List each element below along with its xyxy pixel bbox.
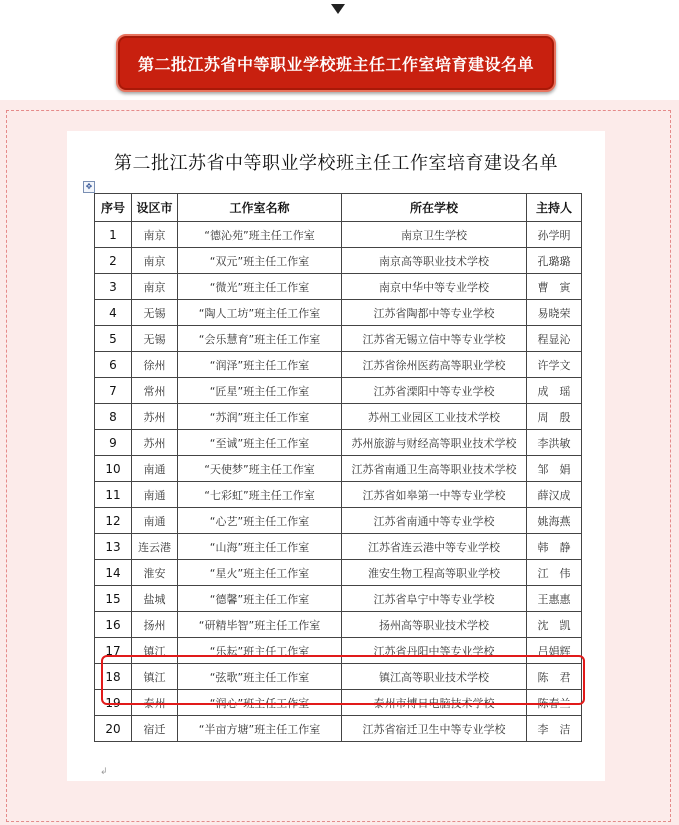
row-host: 易晓荣	[527, 300, 582, 326]
row-city: 宿迁	[132, 716, 178, 742]
row-studio: “研精毕智”班主任工作室	[178, 612, 342, 638]
table-row	[95, 352, 582, 378]
row-host: 孔璐璐	[527, 248, 582, 274]
row-school: 江苏省陶都中等专业学校	[342, 300, 527, 326]
table-row	[95, 534, 582, 560]
row-school: 南京中华中等专业学校	[342, 274, 527, 300]
row-school: 江苏省溧阳中等专业学校	[342, 378, 527, 404]
row-city: 无锡	[132, 300, 178, 326]
row-city: 徐州	[132, 352, 178, 378]
table-row	[95, 326, 582, 352]
header-host: 主持人	[527, 194, 582, 222]
row-city: 连云港	[132, 534, 178, 560]
row-city: 南通	[132, 508, 178, 534]
highlight-box	[101, 655, 585, 705]
row-studio: “德沁苑”班主任工作室	[178, 222, 342, 248]
row-host: 李洪敏	[527, 430, 582, 456]
row-city: 苏州	[132, 404, 178, 430]
row-school: 南京高等职业技术学校	[342, 248, 527, 274]
row-index: 14	[95, 560, 132, 586]
row-host: 姚海燕	[527, 508, 582, 534]
row-index: 5	[95, 326, 132, 352]
table-move-handle-icon[interactable]: ✥	[83, 181, 95, 193]
row-city: 泰州	[132, 690, 178, 716]
row-host: 曹 寅	[527, 274, 582, 300]
row-host: 李 洁	[527, 716, 582, 742]
row-index: 11	[95, 482, 132, 508]
row-host: 程显沁	[527, 326, 582, 352]
row-school: 江苏省连云港中等专业学校	[342, 534, 527, 560]
row-school: 江苏省阜宁中等专业学校	[342, 586, 527, 612]
row-host: 孙学明	[527, 222, 582, 248]
row-city: 无锡	[132, 326, 178, 352]
header-school: 所在学校	[342, 194, 527, 222]
table-header-row	[95, 194, 582, 222]
row-index: 8	[95, 404, 132, 430]
row-city: 盐城	[132, 586, 178, 612]
header-studio: 工作室名称	[178, 194, 342, 222]
row-studio: “七彩虹”班主任工作室	[178, 482, 342, 508]
row-school: 江苏省丹阳中等专业学校	[342, 638, 527, 664]
table-row	[95, 560, 582, 586]
row-school: 江苏省南通卫生高等职业技术学校	[342, 456, 527, 482]
table-row	[95, 248, 582, 274]
table-row	[95, 430, 582, 456]
row-school: 泰州市博日电脑技术学校	[342, 690, 527, 716]
row-index: 2	[95, 248, 132, 274]
row-index: 16	[95, 612, 132, 638]
row-host: 许学文	[527, 352, 582, 378]
row-index: 7	[95, 378, 132, 404]
row-school: 镇江高等职业技术学校	[342, 664, 527, 690]
table-row	[95, 508, 582, 534]
row-index: 19	[95, 690, 132, 716]
row-host: 王惠惠	[527, 586, 582, 612]
row-city: 南通	[132, 456, 178, 482]
row-studio: “苏润”班主任工作室	[178, 404, 342, 430]
row-studio: “匠星”班主任工作室	[178, 378, 342, 404]
row-city: 南京	[132, 222, 178, 248]
row-studio: “山海”班主任工作室	[178, 534, 342, 560]
row-school: 淮安生物工程高等职业学校	[342, 560, 527, 586]
row-index: 3	[95, 274, 132, 300]
row-school: 江苏省宿迁卫生中等专业学校	[342, 716, 527, 742]
row-index: 18	[95, 664, 132, 690]
table-row	[95, 586, 582, 612]
row-studio: “天使梦”班主任工作室	[178, 456, 342, 482]
row-studio: “乐耘”班主任工作室	[178, 638, 342, 664]
row-index: 12	[95, 508, 132, 534]
row-city: 南京	[132, 248, 178, 274]
row-studio: “双元”班主任工作室	[178, 248, 342, 274]
table-row	[95, 456, 582, 482]
row-city: 常州	[132, 378, 178, 404]
row-school: 南京卫生学校	[342, 222, 527, 248]
banner-title: 第二批江苏省中等职业学校班主任工作室培育建设名单	[116, 34, 556, 92]
header-index: 序号	[95, 194, 132, 222]
document-title: 第二批江苏省中等职业学校班主任工作室培育建设名单	[114, 153, 558, 174]
row-studio: “微光”班主任工作室	[178, 274, 342, 300]
row-index: 9	[95, 430, 132, 456]
row-studio: “心艺”班主任工作室	[178, 508, 342, 534]
row-index: 4	[95, 300, 132, 326]
row-host: 吕娟辉	[527, 638, 582, 664]
row-host: 韩 静	[527, 534, 582, 560]
row-studio: “半亩方塘”班主任工作室	[178, 716, 342, 742]
table-row	[95, 612, 582, 638]
row-school: 扬州高等职业技术学校	[342, 612, 527, 638]
row-city: 苏州	[132, 430, 178, 456]
row-school: 苏州工业园区工业技术学校	[342, 404, 527, 430]
row-host: 薛汉成	[527, 482, 582, 508]
row-city: 南京	[132, 274, 178, 300]
row-host: 陈春兰	[527, 690, 582, 716]
row-index: 13	[95, 534, 132, 560]
row-city: 南通	[132, 482, 178, 508]
table-row	[95, 404, 582, 430]
row-host: 沈 凯	[527, 612, 582, 638]
row-index: 15	[95, 586, 132, 612]
row-city: 扬州	[132, 612, 178, 638]
table-row	[95, 274, 582, 300]
table-row	[95, 378, 582, 404]
row-studio: “陶人工坊”班主任工作室	[178, 300, 342, 326]
row-index: 20	[95, 716, 132, 742]
row-host: 江 伟	[527, 560, 582, 586]
row-host: 周 殷	[527, 404, 582, 430]
table-row	[95, 300, 582, 326]
row-city: 镇江	[132, 638, 178, 664]
table-row	[95, 482, 582, 508]
row-city: 淮安	[132, 560, 178, 586]
row-city: 镇江	[132, 664, 178, 690]
row-host: 陈 君	[527, 664, 582, 690]
row-index: 10	[95, 456, 132, 482]
row-school: 江苏省无锡立信中等专业学校	[342, 326, 527, 352]
row-school: 江苏省徐州医药高等职业学校	[342, 352, 527, 378]
row-school: 江苏省南通中等专业学校	[342, 508, 527, 534]
table-row	[95, 222, 582, 248]
row-studio: “星火”班主任工作室	[178, 560, 342, 586]
row-index: 17	[95, 638, 132, 664]
row-studio: “德馨”班主任工作室	[178, 586, 342, 612]
down-arrow-icon	[331, 4, 345, 14]
row-studio: “润心”班主任工作室	[178, 690, 342, 716]
row-host: 邹 娟	[527, 456, 582, 482]
row-school: 江苏省如皋第一中等专业学校	[342, 482, 527, 508]
row-host: 成 瑶	[527, 378, 582, 404]
header-city: 设区市	[132, 194, 178, 222]
row-studio: “润泽”班主任工作室	[178, 352, 342, 378]
row-studio: “至诚”班主任工作室	[178, 430, 342, 456]
paragraph-mark: ↲	[100, 767, 108, 777]
row-studio: “会乐慧育”班主任工作室	[178, 326, 342, 352]
row-studio: “弦歌”班主任工作室	[178, 664, 342, 690]
row-school: 苏州旅游与财经高等职业技术学校	[342, 430, 527, 456]
row-index: 1	[95, 222, 132, 248]
table-row	[95, 716, 582, 742]
row-index: 6	[95, 352, 132, 378]
